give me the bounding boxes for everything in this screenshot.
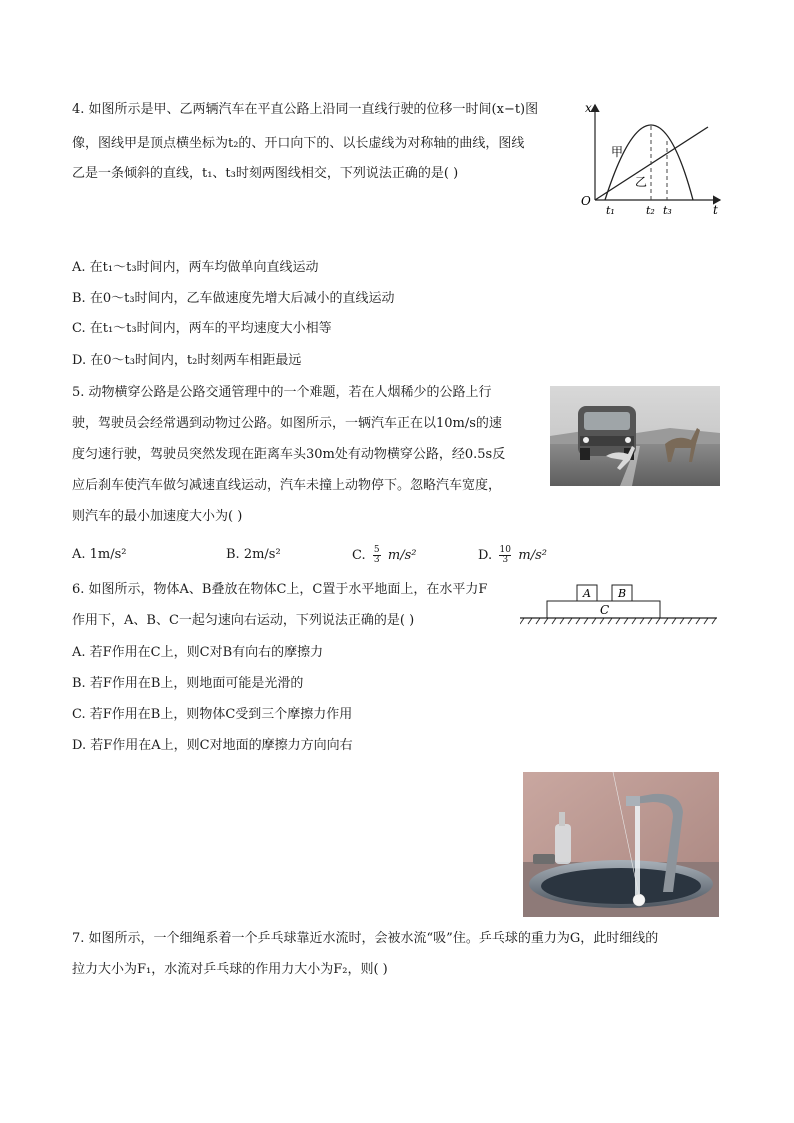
q5-stem-line-4: 应后刹车使汽车做匀减速直线运动，汽车未撞上动物停下。忽略汽车宽度，	[72, 478, 502, 493]
yi-label: 乙	[635, 175, 648, 189]
q5-option-b: B. 2m/s²	[226, 547, 281, 562]
q4-option-b: B. 在0～t₃时间内，乙车做速度先增大后减小的直线运动	[72, 291, 395, 306]
q5-stem-line-1: 5. 动物横穿公路是公路交通管理中的一个难题，若在人烟稀少的公路上行	[72, 385, 492, 400]
q5-d-unit: m/s²	[518, 548, 547, 563]
q4-option-a: A. 在t₁～t₃时间内，两车均做单向直线运动	[72, 260, 319, 275]
t-axis-label: t	[713, 203, 718, 217]
block-b-label: B	[618, 587, 627, 600]
t3-label: t₃	[663, 204, 672, 217]
curve-jia	[605, 125, 693, 200]
t2-label: t₂	[646, 204, 655, 217]
q4-stem-line-1: 4. 如图所示是甲、乙两辆汽车在平直公路上沿同一直线行驶的位移一时间(x−t)图	[72, 102, 539, 117]
q4-stem-line-2: 像，图线甲是顶点横坐标为t₂的、开口向下的、以长虚线为对称轴的曲线，图线	[72, 136, 525, 151]
q6-option-c: C. 若F作用在B上，则物体C受到三个摩擦力作用	[72, 707, 353, 722]
q7-stem-line-1: 7. 如图所示，一个细绳系着一个乒乓球靠近水流时，会被水流“吸”住。乒乓球的重力为G，此时细线的	[72, 931, 659, 946]
q5-stem-line-2: 驶，驾驶员会经常遇到动物过公路。如图所示，一辆汽车正在以10m/s的速	[72, 416, 502, 431]
ground-hatch	[520, 618, 716, 624]
q5-d-denominator: 3	[502, 555, 509, 565]
t1-label: t₁	[606, 204, 615, 217]
q5-option-d-letter: D.	[478, 548, 493, 563]
block-c-label: C	[600, 603, 610, 617]
q6-blocks-diagram	[520, 580, 720, 630]
q5-stem-line-5: 则汽车的最小加速度大小为( )	[72, 509, 243, 524]
q6-stem-line-2: 作用下，A、B、C一起匀速向右运动，下列说法正确的是( )	[72, 613, 415, 628]
q6-option-a: A. 若F作用在C上，则C对B有向右的摩擦力	[72, 645, 324, 660]
q5-car-animal-photo	[550, 386, 720, 486]
q5-option-c-fraction	[373, 546, 381, 565]
q5-option-c-letter: C.	[352, 548, 366, 563]
q5-c-unit: m/s²	[387, 548, 417, 563]
q4-option-d: D. 在0～t₃时间内，t₂时刻两车相距最远	[72, 353, 302, 368]
q4-xt-graph	[575, 100, 725, 225]
q5-option-d-fraction	[499, 546, 511, 565]
block-a-label: A	[583, 587, 591, 600]
q6-option-d: D. 若F作用在A上，则C对地面的摩擦力方向向右	[72, 738, 353, 753]
q5-d-numerator: 10	[499, 545, 511, 555]
origin-label: O	[581, 194, 591, 208]
jia-label: 甲	[611, 145, 624, 159]
q7-stem-line-2: 拉力大小为F₁，水流对乒乓球的作用力大小为F₂，则( )	[72, 962, 388, 977]
q5-c-denominator: 3	[373, 555, 380, 565]
q5-c-numerator: 5	[373, 545, 380, 555]
q4-stem-line-3: 乙是一条倾斜的直线，t₁、t₃时刻两图线相交，下列说法正确的是( )	[72, 166, 459, 181]
q5-stem-line-3: 度匀速行驶，驾驶员突然发现在距离车头30m处有动物横穿公路，经0.5s反	[72, 447, 506, 462]
q5-option-c	[352, 546, 417, 565]
q6-stem-line-1: 6. 如图所示，物体A、B叠放在物体C上，C置于水平地面上，在水平力F	[72, 582, 488, 597]
q5-option-d	[478, 546, 547, 565]
q7-faucet-pingpong-photo	[523, 772, 719, 917]
q4-option-c: C. 在t₁～t₃时间内，两车的平均速度大小相等	[72, 321, 332, 336]
x-axis-label: x	[585, 101, 592, 115]
q5-option-a: A. 1m/s²	[72, 547, 127, 562]
q6-option-b: B. 若F作用在B上，则地面可能是光滑的	[72, 676, 304, 691]
